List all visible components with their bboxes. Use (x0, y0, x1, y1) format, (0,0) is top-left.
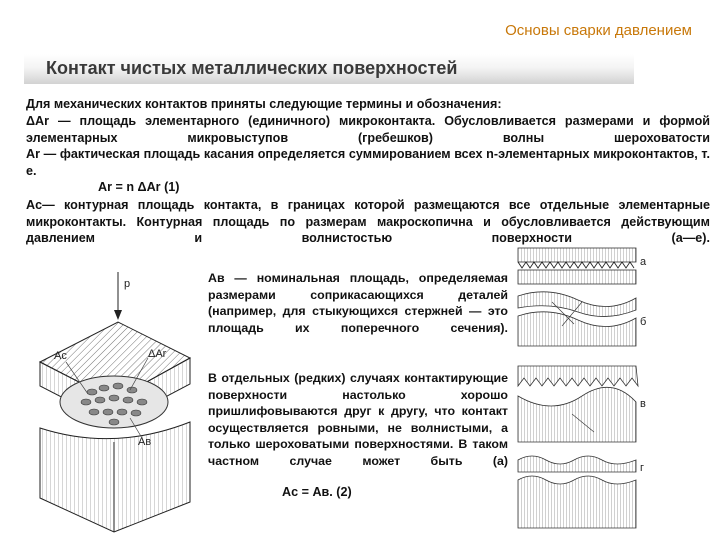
slide-header (0, 0, 720, 42)
label-ac: Ac (54, 350, 67, 362)
surface-profiles-drawing (512, 246, 662, 534)
course-title: Основы сварки давлением (505, 22, 692, 39)
paragraph-av: Ав — номинальная площадь, определяемая размерами соприкасающихся деталей (например, для стыкующихся стержней — это площадь их поперечного сечения). (208, 271, 508, 335)
label-a: а (640, 256, 647, 268)
label-b: б (640, 316, 647, 328)
slide-title: Контакт чистых металлических поверхностей (46, 58, 458, 78)
formula-2: Ac = Ав. (2) (282, 485, 352, 499)
formula-1: Ar = n ΔAr (1) (98, 180, 180, 194)
paragraph-delta-ar: ΔAr — площадь элементарного (единичного) микроконтакта. Обусловливается размерами и формой элементарных микровыступов (гребешков) волны шероховатости (26, 114, 710, 145)
label-av: Ав (138, 436, 152, 448)
contact-block-figure (30, 262, 200, 534)
surface-profiles-figure (512, 246, 662, 534)
label-v: в (640, 398, 646, 410)
label-delta-ar: ΔAr (148, 348, 167, 360)
paragraph-special-case: В отдельных (редких) случаях контактирующие поверхности настолько хорошо пришлифовываются друг к другу, что контакт осуществляется ровными, не волнистыми, а только шероховатыми поверхностями. В таком частном случае может быть (а) (208, 371, 508, 468)
label-g: г (640, 462, 645, 474)
intro-line: Для механических контактов приняты следующие термины и обозначения: (26, 97, 502, 111)
label-p: p (124, 278, 131, 290)
contact-block-drawing (30, 262, 200, 534)
paragraph-ac: Ac— контурная площадь контакта, в границах которой размещаются все отдельные элементарные микроконтакты. Контурная площадь по размерам макроскопична и обусловливается действующим давлением и волнистостью поверхности (а—е). (26, 198, 710, 245)
paragraph-ar: Ar — фактическая площадь касания определяется суммированием всех n-элементарных микроконтактов, т. е. (26, 147, 710, 178)
